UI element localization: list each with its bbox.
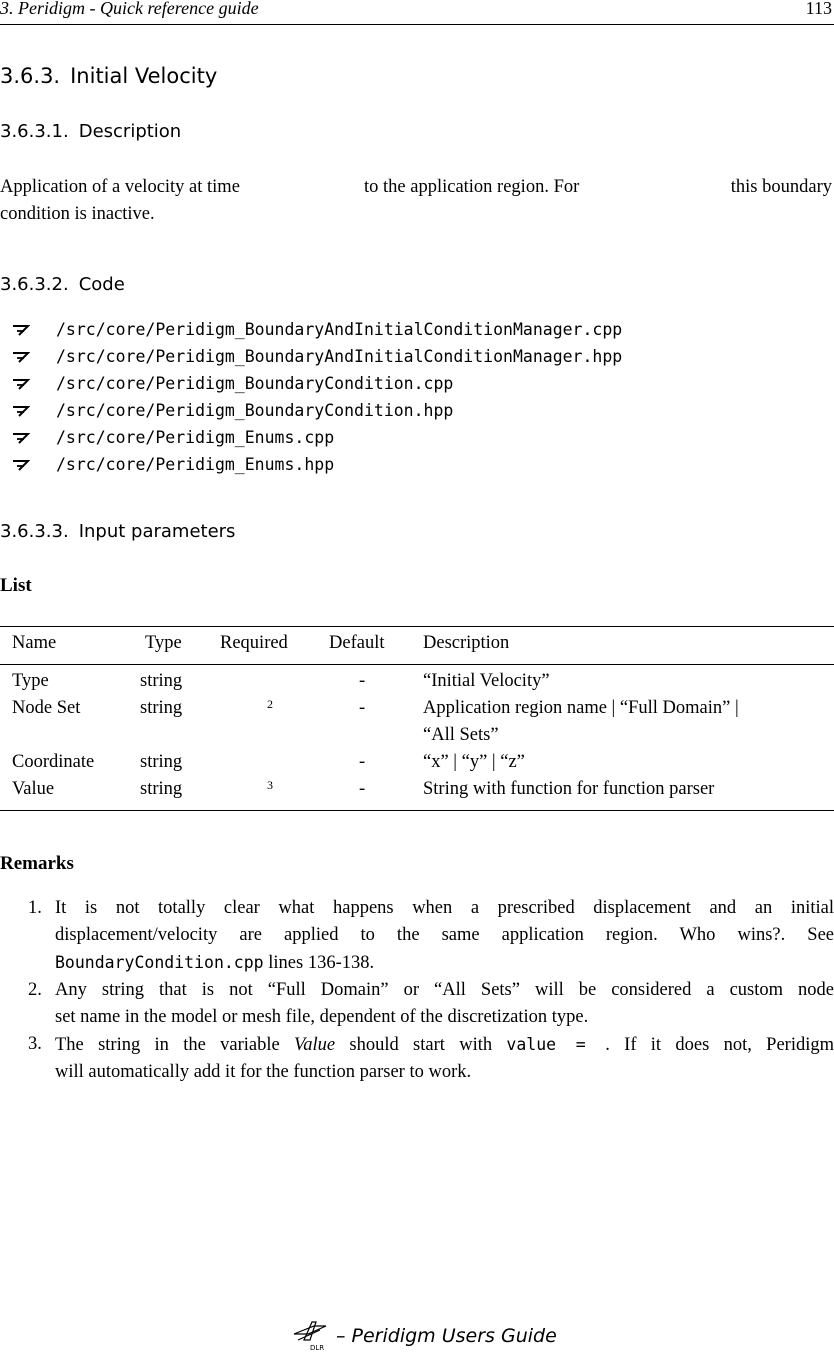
- description-text-b: to the application region. For: [364, 177, 580, 197]
- list-item: [0, 977, 834, 1031]
- remark-variable: Value: [294, 1035, 336, 1055]
- description-title: Description: [78, 121, 182, 142]
- cell-default: -: [359, 779, 366, 799]
- remark-code: BoundaryCondition.cpp: [55, 953, 264, 972]
- cell-type: string: [140, 752, 183, 772]
- table-header-required: Required: [220, 633, 288, 653]
- arrow-right-icon: [12, 431, 30, 445]
- section-title-text: Initial Velocity: [70, 64, 218, 88]
- running-head: [0, 0, 834, 25]
- remark-text: should start with: [335, 1035, 507, 1055]
- cell-default: -: [359, 752, 366, 772]
- dlr-logo-label: DLR: [310, 1344, 325, 1352]
- cell-description: String with function for function parser: [423, 779, 715, 799]
- remark-code: value =: [506, 1035, 606, 1054]
- cell-name: Value: [12, 779, 55, 799]
- running-title: 3. Peridigm - Quick reference guide: [0, 0, 259, 18]
- page-footer: [290, 1320, 557, 1352]
- description-number: 3.6.3.1.: [0, 121, 69, 142]
- remark-line: [55, 1031, 834, 1059]
- code-heading: [0, 274, 125, 295]
- arrow-right-icon: [12, 377, 30, 391]
- cell-type: string: [140, 671, 183, 691]
- remark-number: 2.: [28, 980, 42, 1000]
- list-item: [12, 397, 622, 424]
- cell-description: Application region name | “Full Domain” |: [423, 698, 739, 718]
- table-header-name: Name: [12, 633, 57, 653]
- remark-number: 1.: [28, 898, 42, 918]
- arrow-right-icon: [12, 458, 30, 472]
- cell-description: “x” | “y” | “z”: [423, 752, 525, 772]
- cell-name: Type: [12, 671, 49, 691]
- code-file-path: /src/core/Peridigm_Enums.hpp: [56, 455, 335, 474]
- footer-text: – Peridigm Users Guide: [336, 1325, 557, 1347]
- remark-line: It is not totally clear what happens when a prescribed displacement and an initial: [55, 898, 834, 918]
- table-header-default: Default: [329, 633, 385, 653]
- remark-line: set name in the model or mesh file, dependent of the discretization type.: [55, 1007, 589, 1027]
- description-text-a: Application of a velocity at time: [0, 177, 240, 197]
- code-file-path: /src/core/Peridigm_BoundaryAndInitialConditionManager.cpp: [56, 320, 623, 339]
- list-heading: List: [0, 575, 32, 596]
- code-file-path: /src/core/Peridigm_Enums.cpp: [56, 428, 335, 447]
- code-title: Code: [78, 274, 125, 295]
- cell-name: Coordinate: [12, 752, 95, 772]
- cell-default: -: [359, 698, 366, 718]
- cell-name: Node Set: [12, 698, 81, 718]
- list-item: [12, 370, 622, 397]
- table-bottom-rule: [0, 810, 834, 811]
- description-line-1: [0, 174, 834, 201]
- cell-type: string: [140, 698, 183, 718]
- description-text-c: this boundary: [730, 177, 832, 197]
- code-file-path: /src/core/Peridigm_BoundaryCondition.hpp: [56, 401, 454, 420]
- cell-required-footnote: 3: [267, 778, 273, 792]
- remark-line: displacement/velocity are applied to the same application region. Who wins?. See: [55, 925, 834, 945]
- code-number: 3.6.3.2.: [0, 274, 69, 295]
- table-header-description: Description: [423, 633, 510, 653]
- section-title: [0, 64, 217, 88]
- table-header-type: Type: [145, 633, 182, 653]
- page-number: 113: [805, 0, 832, 18]
- remark-text: The string in the variable: [55, 1035, 294, 1055]
- code-file-path: /src/core/Peridigm_BoundaryAndInitialConditionManager.hpp: [56, 347, 623, 366]
- list-item: [12, 424, 622, 451]
- list-item: [12, 451, 622, 478]
- list-item: [12, 343, 622, 370]
- list-item: [0, 1031, 834, 1086]
- remark-text: . If it does not, Peridigm: [605, 1035, 834, 1055]
- dlr-logo-icon: [290, 1320, 330, 1352]
- remark-line: will automatically add it for the function parser to work.: [55, 1062, 472, 1082]
- cell-default: -: [359, 671, 366, 691]
- remark-line: Any string that is not “Full Domain” or “All Sets” will be considered a custom node: [55, 980, 834, 1000]
- cell-description-cont: “All Sets”: [423, 725, 499, 745]
- remarks-heading: Remarks: [0, 853, 74, 874]
- input-parameters-title: Input parameters: [78, 521, 236, 542]
- description-line-2: condition is inactive.: [0, 204, 155, 224]
- remarks-list: [0, 895, 834, 1086]
- arrow-right-icon: [12, 323, 30, 337]
- cell-type: string: [140, 779, 183, 799]
- remark-number: 3.: [28, 1034, 42, 1054]
- code-file-path: /src/core/Peridigm_BoundaryCondition.cpp: [56, 374, 454, 393]
- remark-line: [55, 949, 834, 977]
- table-top-rule: [0, 626, 834, 627]
- arrow-right-icon: [12, 350, 30, 364]
- list-item: [12, 316, 622, 343]
- arrow-right-icon: [12, 404, 30, 418]
- section-number: 3.6.3.: [0, 64, 61, 88]
- list-item: [0, 895, 834, 977]
- remark-text: lines 136-138.: [263, 953, 375, 973]
- table-header-rule: [0, 664, 834, 665]
- description-heading: [0, 121, 181, 142]
- cell-required-footnote: 2: [267, 697, 273, 711]
- code-file-list: [12, 316, 622, 478]
- input-parameters-number: 3.6.3.3.: [0, 521, 69, 542]
- cell-description: “Initial Velocity”: [423, 671, 550, 691]
- input-parameters-heading: [0, 521, 235, 542]
